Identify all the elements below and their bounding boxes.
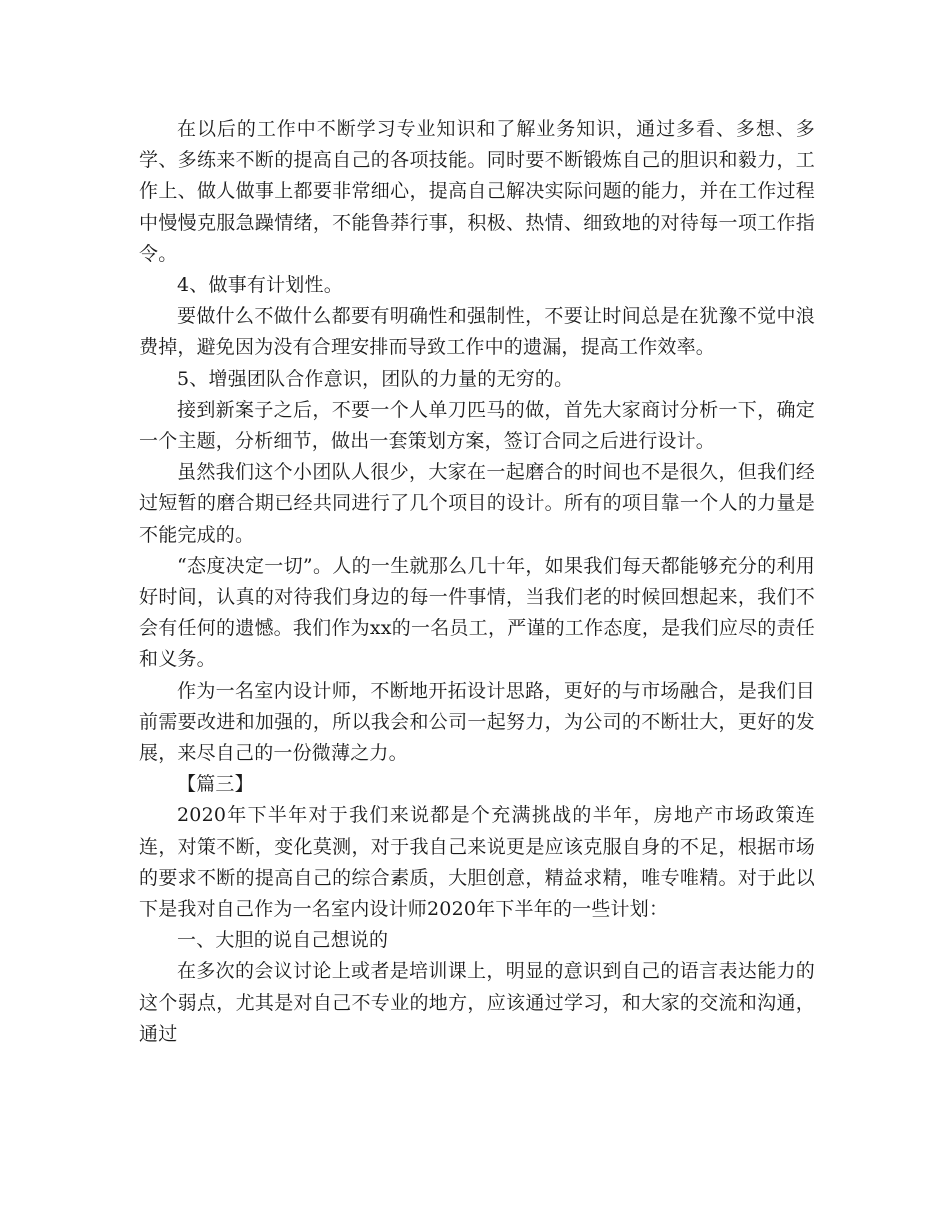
paragraph-plan: 要做什么不做什么都要有明确性和强制性，不要让时间总是在犹豫不觉中浪费掉，避免因为没有合理安排而导致工作中的遗漏，提高工作效率。 (139, 305, 815, 359)
heading-teamwork: 5、增强团队合作意识，团队的力量的无穷的。 (177, 367, 574, 390)
paragraph-learning: 在以后的工作中不断学习专业知识和了解业务知识，通过多看、多想、多学、多练来不断的提高自己的各项技能。同时要不断锻炼自己的胆识和毅力，工作上、做人做事上都要非常细心，提高自己解决实际问题的能力，并在工作过程中慢慢克服急躁情绪，不能鲁莽行事，积极、热情、细致地的对待每一项工作指令。 (139, 118, 815, 265)
heading-plan: 4、做事有计划性。 (177, 274, 343, 297)
paragraph-meetings: 在多次的会议讨论上或者是培训课上，明显的意识到自己的语言表达能力的这个弱点，尤其是对自己不专业的地方，应该通过学习，和大家的交流和沟通，通过 (139, 960, 815, 1045)
paragraph-second-half-2020: 2020年下半年对于我们来说都是个充满挑战的半年，房地产市场政策连连，对策不断，变化莫测，对于我自己来说更是应该克服自身的不足，根据市场的要求不断的提高自己的综合素质，大胆创意，精益求精，唯专唯精。对于此以下是我对自己作为一名室内设计师2020年下半年的一些计划： (139, 804, 815, 921)
paragraph-designer: 作为一名室内设计师，不断地开拓设计思路，更好的与市场融合，是我们目前需要改进和加强的，所以我会和公司一起努力，为公司的不断壮大，更好的发展，来尽自己的一份微薄之力。 (139, 679, 815, 765)
paragraph-attitude: “态度决定一切”。人的一生就那么几十年，如果我们每天都能够充分的利用好时间，认真的对待我们身边的每一件事情，当我们老的时候回想起来，我们不会有任何的遗憾。我们作为xx的一名员工，严谨的工作态度，是我们应尽的责任和义务。 (139, 554, 815, 671)
section-heading-part-three: 【篇三】 (177, 773, 254, 796)
paragraph-small-team: 虽然我们这个小团队人很少，大家在一起磨合的时间也不是很久，但我们经过短暂的磨合期已经共同进行了几个项目的设计。所有的项目靠一个人的力量是不能完成的。 (139, 461, 815, 546)
paragraph-new-project: 接到新案子之后，不要一个人单刀匹马的做，首先大家商讨分析一下，确定一个主题，分析细节，做出一套策划方案，签订合同之后进行设计。 (139, 398, 815, 453)
document-page (139, 114, 815, 1050)
heading-speak-up: 一、大胆的说自己想说的 (177, 929, 389, 952)
